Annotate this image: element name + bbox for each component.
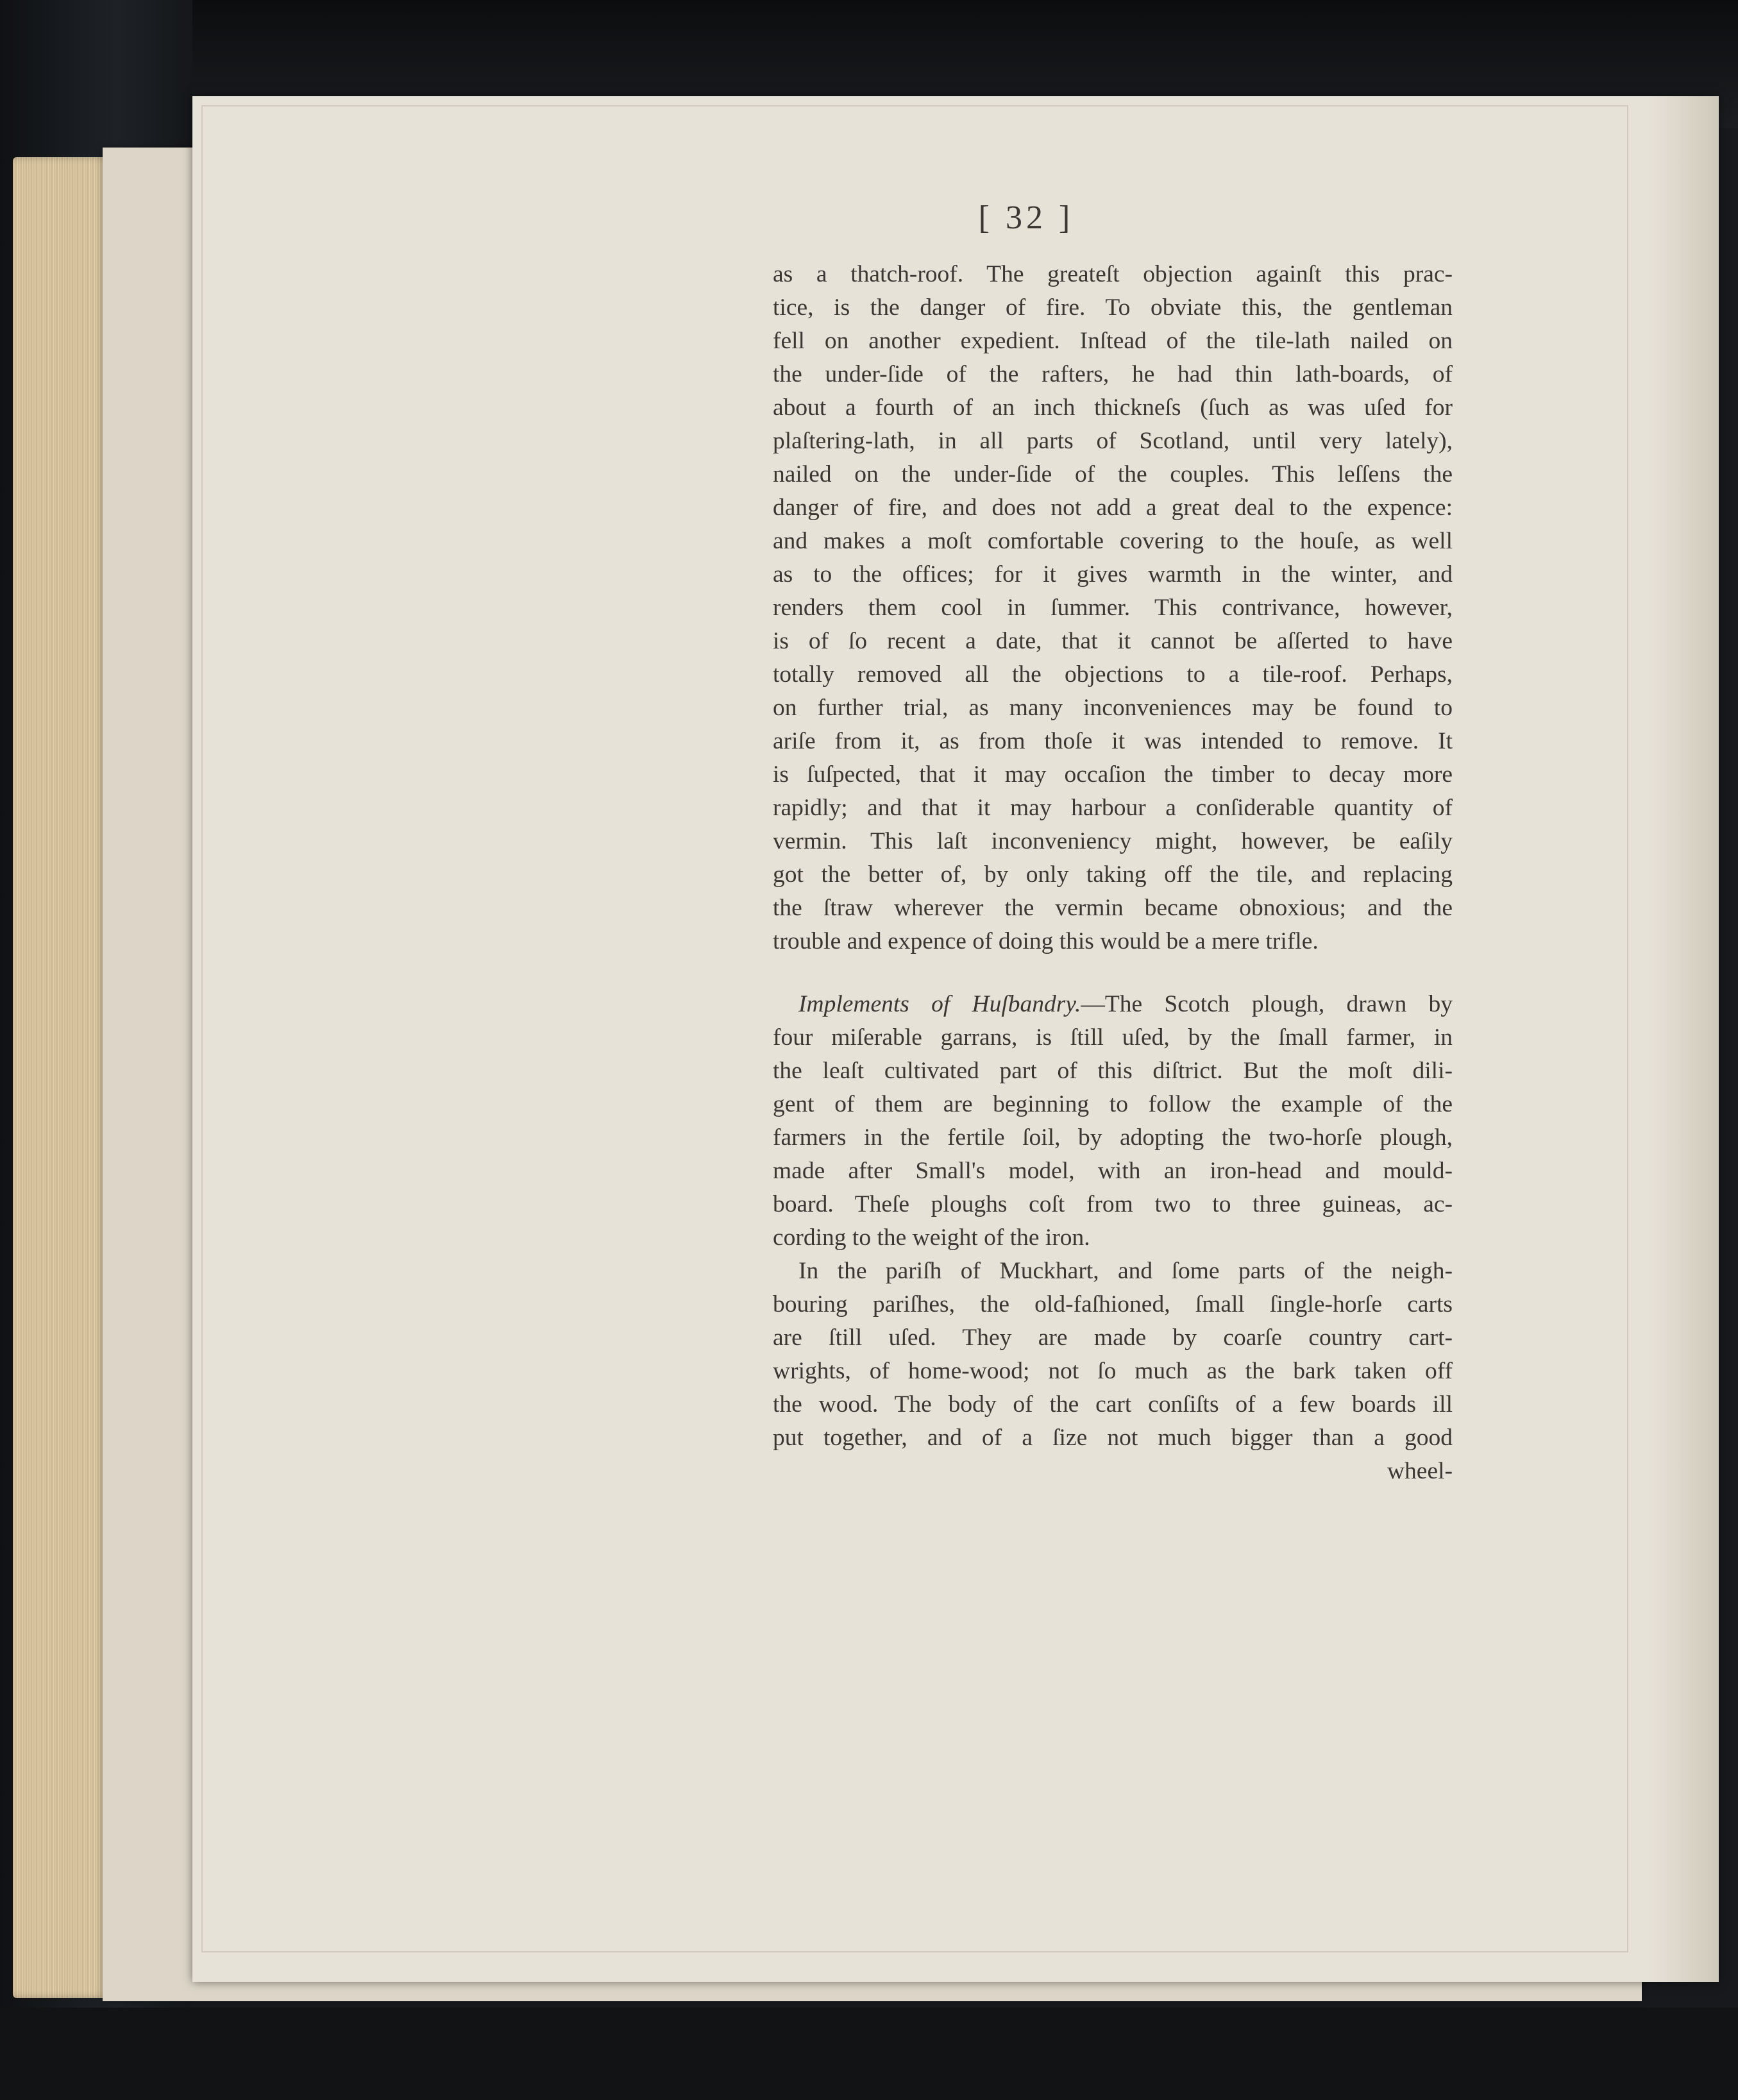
text-line: are ſtill uſed. They are made by coarſe country cart- [773,1325,1453,1351]
book-cover-bottom [0,2008,1738,2100]
page-number: [ 32 ] [978,199,1074,236]
text-line: the ſtraw wherever the vermin became obnoxious; and the [773,895,1453,921]
text-line: totally removed all the objections to a tile-roof. Perhaps, [773,661,1453,688]
text-line: as a thatch-roof. The greateſt objection againſt this prac- [773,261,1453,287]
text-line: is ſuſpected, that it may occaſion the timber to decay more [773,761,1453,788]
text-line: as to the offices; for it gives warmth in the winter, and [773,561,1453,588]
text-line: ariſe from it, as from thoſe it was intended to remove. It [773,728,1453,754]
text-line: trouble and expence of doing this would be a mere trifle. [773,928,1319,954]
paragraph-gap [773,958,1453,988]
text-line: tice, is the danger of fire. To obviate this, the gentleman [773,294,1453,321]
text-line: nailed on the under-ſide of the couples. This leſſens the [773,461,1453,487]
body-text [773,258,1453,1488]
text-line: In the pariſh of Muckhart, and ſome parts of the neigh- [798,1258,1453,1284]
text-line: gent of them are beginning to follow the example of the [773,1091,1453,1117]
text-line-rest: —The Scotch plough, drawn by [1081,991,1453,1017]
text-line: made after Small's model, with an iron-head and mould- [773,1158,1453,1184]
text-line [773,988,1453,1021]
text-line: danger of fire, and does not add a great deal to the expence: [773,495,1453,521]
text-line: board. Theſe ploughs coſt from two to three guineas, ac- [773,1191,1453,1217]
page-gutter [1648,96,1719,1982]
text-line: wrights, of home-wood; not ſo much as the bark taken off [773,1358,1453,1384]
text-line: fell on another expedient. Inſtead of the tile-lath nailed on [773,328,1453,354]
text-line: plaſtering-lath, in all parts of Scotland, until very lately), [773,428,1453,454]
catchword: wheel- [1387,1458,1453,1484]
text-line: got the better of, by only taking off the tile, and replacing [773,861,1453,888]
text-line: and makes a moſt comfortable covering to the houſe, as well [773,528,1453,554]
text-line: farmers in the fertile ſoil, by adopting the two-horſe plough, [773,1124,1453,1151]
paragraph-implements [773,988,1453,1255]
text-line: the under-ſide of the rafters, he had thin lath-boards, of [773,361,1453,387]
text-line: rapidly; and that it may harbour a conſiderable quantity of [773,795,1453,821]
text-line: cording to the weight of the iron. [773,1224,1090,1251]
text-line: on further trial, as many inconveniences may be found to [773,695,1453,721]
paragraph-thatch-roof [773,258,1453,958]
text-line: bouring pariſhes, the old-faſhioned, ſmall ſingle-horſe carts [773,1291,1453,1317]
text-line: about a fourth of an inch thickneſs (ſuch as was uſed for [773,394,1453,421]
text-line: the wood. The body of the cart conſiſts of a few boards ill [773,1391,1453,1418]
section-heading: Implements of Huſbandry. [798,991,1081,1017]
text-line: is of ſo recent a date, that it cannot be aſſerted to have [773,628,1453,654]
text-line: four miſerable garrans, is ſtill uſed, by the ſmall farmer, in [773,1024,1453,1051]
text-line: the leaſt cultivated part of this diſtrict. But the moſt dili- [773,1058,1453,1084]
text-line: put together, and of a ſize not much bigger than a good [773,1425,1453,1451]
page-edges [13,157,115,1998]
paragraph-muckhart [773,1255,1453,1488]
text-line: renders them cool in ſummer. This contrivance, however, [773,595,1453,621]
text-line: vermin. This laſt inconveniency might, however, be eaſily [773,828,1453,854]
